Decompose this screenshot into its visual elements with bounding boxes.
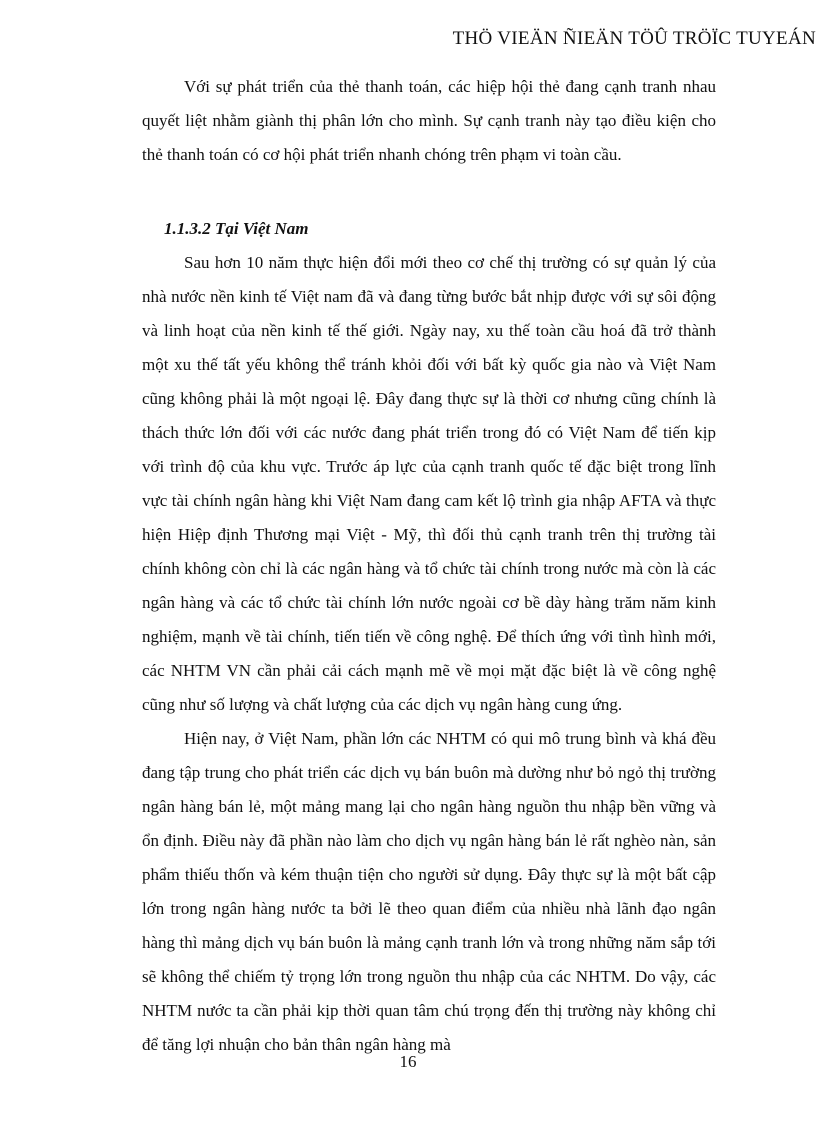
page-number: 16 [399,1052,417,1071]
page-header: THÖ VIEÄN ÑIEÄN TÖÛ TRÖÏC TUYEÁN [452,28,816,49]
document-body [142,70,716,1062]
section-heading: 1.1.3.2 Tại Việt Nam [164,219,309,238]
paragraph-3: Hiện nay, ở Việt Nam, phần lớn các NHTM có qui mô trung bình và khá đều đang tập trung cho phát triển các dịch vụ bán buôn mà dường như bỏ ngỏ thị trường ngân hàng bán lẻ, một mảng mang lại cho ngân hàng nguồn thu nhập bền vững và ổn định. Điều này đã phần nào làm cho dịch vụ ngân hàng bán lẻ rất nghèo nàn, sản phẩm thiếu thốn và kém thuận tiện cho người sử dụng. Đây thực sự là một bất cập lớn trong ngân hàng nước ta bởi lẽ theo quan điểm của nhiều nhà lãnh đạo ngân hàng thì mảng dịch vụ bán buôn là mảng cạnh tranh lớn và trong những năm sắp tới sẽ không thể chiếm tỷ trọng lớn trong nguồn thu nhập của các NHTM. Do vậy, các NHTM nước ta cần phải kịp thời quan tâm chú trọng đến thị trường này không chỉ để tăng lợi nhuận cho bản thân ngân hàng mà [142,729,716,1054]
paragraph-2: Sau hơn 10 năm thực hiện đổi mới theo cơ chế thị trường có sự quản lý của nhà nước nền kinh tế Việt nam đã và đang từng bước bắt nhịp được với sự sôi động và linh hoạt của nền kinh tế thế giới. Ngày nay, xu thế toàn cầu hoá đã trở thành một xu thế tất yếu không thể tránh khỏi đối với bất kỳ quốc gia nào và Việt Nam cũng không phải là một ngoại lệ. Đây đang thực sự là thời cơ nhưng cũng chính là thách thức lớn đối với các nước đang phát triển trong đó có Việt Nam để tiến kịp với trình độ của khu vực. Trước áp lực của cạnh tranh quốc tế đặc biệt trong lĩnh vực tài chính ngân hàng khi Việt Nam đang cam kết lộ trình gia nhập AFTA và thực hiện Hiệp định Thương mại Việt - Mỹ, thì đối thủ cạnh tranh trên thị trường tài chính không còn chỉ là các ngân hàng và tổ chức tài chính trong nước mà còn là các ngân hàng và các tổ chức tài chính lớn nước ngoài cơ bề dày hàng trăm năm kinh nghiệm, mạnh về tài chính, tiến tiến về công nghệ. Để thích ứng với tình hình mới, các NHTM VN cần phải cải cách mạnh mẽ về mọi mặt đặc biệt là về công nghệ cũng như số lượng và chất lượng của các dịch vụ ngân hàng cung ứng. [142,253,716,714]
paragraph-1: Với sự phát triển của thẻ thanh toán, các hiệp hội thẻ đang cạnh tranh nhau quyết liệt nhằm giành thị phân lớn cho mình. Sự cạnh tranh này tạo điều kiện cho thẻ thanh toán có cơ hội phát triển nhanh chóng trên phạm vi toàn cầu. [142,77,716,164]
